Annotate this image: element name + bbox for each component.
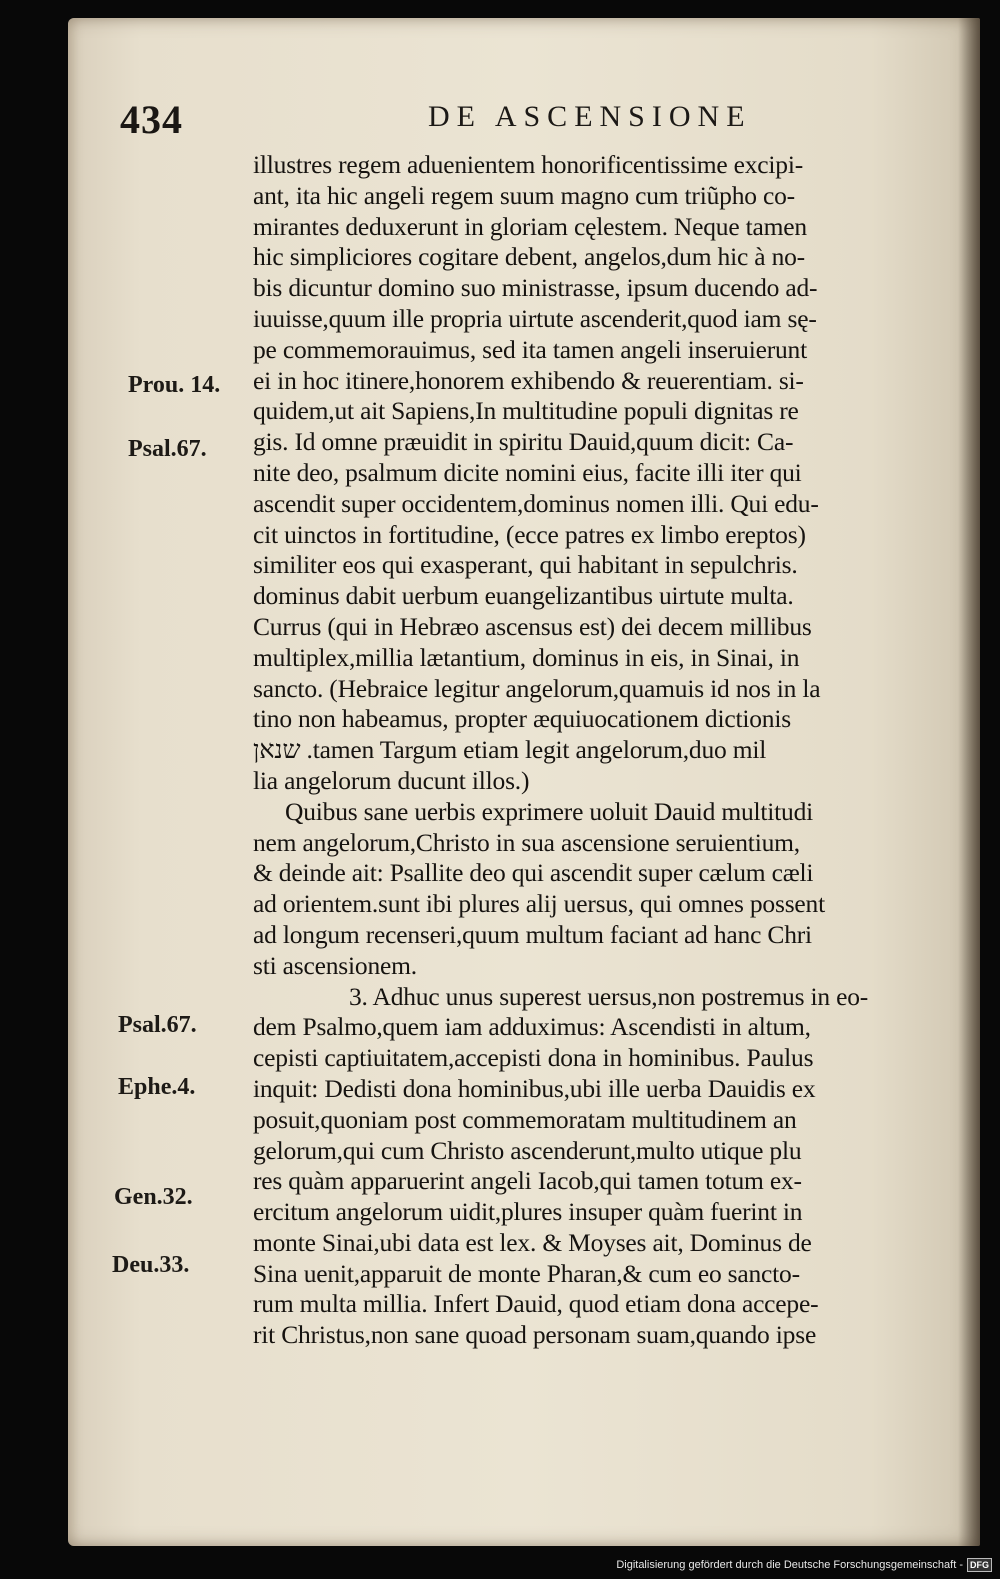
text-line: rum multa millia. Infert Dauid, quod etiam dona accepe- xyxy=(253,1289,819,1319)
margin-note-gen: Gen.32. xyxy=(114,1184,193,1210)
text-line: Currus (qui in Hebræo ascensus est) dei decem millibus xyxy=(253,611,812,641)
text-line: pe commemorauimus, sed ita tamen angeli inseruierunt xyxy=(253,334,807,364)
text-line: mirantes deduxerunt in gloriam cęlestem. Neque tamen xyxy=(253,211,807,241)
text-line: inquit: Dedisti dona hominibus,ubi ille uerba Dauidis ex xyxy=(253,1073,816,1103)
text-line: sti ascensionem. xyxy=(253,950,417,980)
text-line: Sina uenit,apparuit de monte Pharan,& cum eo sancto- xyxy=(253,1258,800,1288)
text-line: & deinde ait: Psallite deo qui ascendit super cælum cæli xyxy=(253,858,814,888)
text-line: rit Christus,non sane quoad personam suam,quando ipse xyxy=(253,1320,817,1350)
paragraph-start-line: 3. Adhuc unus superest uersus,non postremus in eo- xyxy=(349,981,869,1011)
text-line: dominus dabit uerbum euangelizantibus uirtute multa. xyxy=(253,581,794,611)
text-line: nite deo, psalmum dicite nomini eius, facite illi iter qui xyxy=(253,457,802,487)
text-line: quidem,ut ait Sapiens,In multitudine populi dignitas re xyxy=(253,396,799,426)
margin-note-prov: Prou. 14. xyxy=(128,372,221,398)
text-line: cepisti captiuitatem,accepisti dona in hominibus. Paulus xyxy=(253,1043,814,1073)
text-line: gis. Id omne præuidit in spiritu Dauid,quum dicit: Ca- xyxy=(253,427,794,457)
margin-note-psal: Psal.67. xyxy=(118,1012,197,1038)
margin-note-psal: Psal.67. xyxy=(128,436,207,462)
text-line: gelorum,qui cum Christo ascenderunt,multo utique plu xyxy=(253,1135,802,1165)
text-line: nem angelorum,Christo in sua ascensione seruientium, xyxy=(253,827,800,857)
text-line: res quàm apparuerint angeli Iacob,qui tamen totum ex- xyxy=(253,1166,802,1196)
text-line: ad orientem.sunt ibi plures alij uersus, qui omnes possent xyxy=(253,889,825,919)
footer xyxy=(616,1557,992,1573)
text-line: ercitum angelorum uidit,plures insuper quàm fuerint in xyxy=(253,1197,803,1227)
margin-note-deu: Deu.33. xyxy=(112,1252,190,1278)
text-line: bis dicuntur domino suo ministrasse, ipsum ducendo ad- xyxy=(253,273,818,303)
dfg-logo-icon: DFG xyxy=(967,1558,992,1572)
text-line: cit uinctos in fortitudine, (ecce patres ex limbo ereptos) xyxy=(253,519,806,549)
text-line: dem Psalmo,quem iam adduximus: Ascendisti in altum, xyxy=(253,1012,811,1042)
text-line: ant, ita hic angeli regem suum magno cum triũpho co- xyxy=(253,180,795,210)
text-line: posuit,quoniam post commemoratam multitudinem an xyxy=(253,1104,797,1134)
text-line: ei in hoc itinere,honorem exhibendo & reuerentiam. si- xyxy=(253,365,804,395)
paragraph-start-line: Quibus sane uerbis exprimere uoluit Dauid multitudi xyxy=(285,796,814,826)
text-line: multiplex,millia lætantium, dominus in eis, in Sinai, in xyxy=(253,642,800,672)
page-number: 434 xyxy=(120,97,183,142)
running-head: DE ASCENSIONE xyxy=(428,100,752,133)
text-line: sancto. (Hebraice legitur angelorum,quamuis id nos in la xyxy=(253,673,821,703)
text-line: ascendit super occidentem,dominus nomen illi. Qui edu- xyxy=(253,488,819,518)
footer-credit: Digitalisierung gefördert durch die Deutsche Forschungsgemeinschaft - xyxy=(616,1559,963,1571)
text-line: similiter eos qui exasperant, qui habitant in sepulchris. xyxy=(253,550,798,580)
text-line: tino non habeamus, propter æquiuocationem dictionis xyxy=(253,704,791,734)
page-header xyxy=(0,96,1000,146)
text-line: monte Sinai,ubi data est lex. & Moyses ait, Dominus de xyxy=(253,1227,812,1257)
body-text xyxy=(253,150,963,1351)
text-line: illustres regem aduenientem honorificentissime excipi- xyxy=(253,150,804,179)
text-line: iuuisse,quum ille propria uirtute ascenderit,quod iam sę- xyxy=(253,303,817,333)
text-line: lia angelorum ducunt illos.) xyxy=(253,765,530,795)
margin-note-ephe: Ephe.4. xyxy=(118,1074,196,1100)
text-line: שנאן .tamen Targum etiam legit angelorum,duo mil xyxy=(253,735,767,765)
text-line: ad longum recenseri,quum multum faciant ad hanc Chri xyxy=(253,919,812,949)
text-line: hic simpliciores cogitare debent, angelos,dum hic à no- xyxy=(253,242,805,272)
